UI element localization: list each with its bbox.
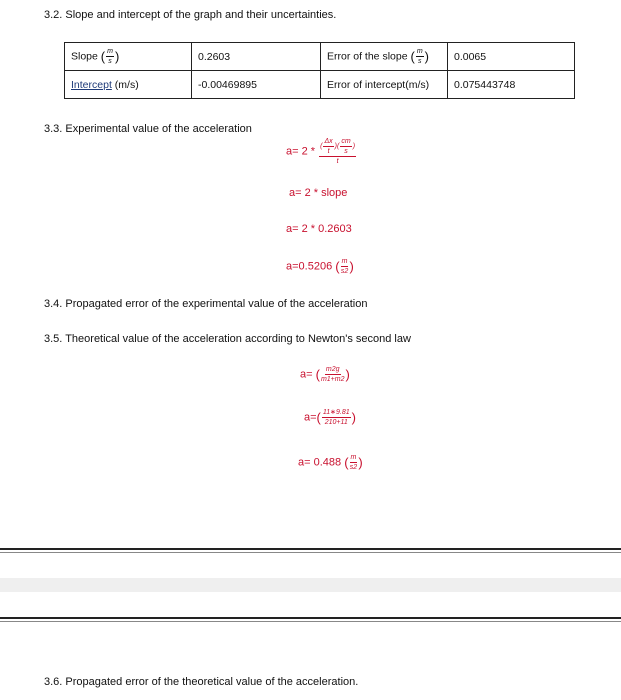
page-break-line-top-2 [0,552,621,553]
section-3-5-heading: 3.5. Theoretical value of the acceleration according to Newton's second law [44,333,411,345]
paren-open: ( [344,455,349,470]
eq-prefix: a= 0.488 [298,456,342,469]
section-3-2-heading: 3.2. Slope and intercept of the graph and their uncertainties. [44,9,337,21]
eq-fraction [321,366,345,383]
s: s [344,148,348,155]
eq-prefix: a= [304,411,317,424]
section-3-6-heading: 3.6. Propagated error of the theoretical value of the acceleration. [44,676,359,688]
cm: cm [341,138,351,145]
t: t [327,148,330,155]
page-break-line-bottom [0,617,621,619]
paren-close: ) [351,410,356,425]
slope-label-cell [65,43,192,71]
unit-den: s [417,58,422,65]
section-3-3-heading: 3.3. Experimental value of the acceleration [44,123,252,135]
intercept-label: Intercept [71,78,112,91]
section-3-4-heading: 3.4. Propagated error of the experimental value of the acceleration [44,298,368,310]
paren-close: ) [349,259,354,274]
cm-over-s [340,138,351,155]
eq-prefix: a= 2 * [286,145,316,158]
slope-label: Slope [71,50,98,63]
eq-numerator: ( $\frac{\Delta x}{t}$ )( $\frac{cm}{s}$ ) [320,138,356,155]
unit-den: s2 [349,464,358,471]
eq-numerator: 11∗9.81 [322,409,350,416]
unit-fraction [341,258,349,275]
slope-intercept-table [64,42,575,99]
paren-open: ( [316,410,321,425]
unit-num: m [416,48,423,55]
slope-error-unit [416,48,424,65]
paren-close: ) [358,455,363,470]
slope-value-cell: 0.2603 [192,43,321,71]
paren-open: ( [315,367,320,382]
paren-close: ) [424,49,429,64]
slope-error-value-cell: 0.0065 [448,43,575,71]
eq-prefix: a=0.5206 [286,260,333,273]
intercept-error-value-cell: 0.075443748 [448,71,575,99]
slope-error-label-cell [321,43,448,71]
table-row [65,71,575,99]
page-break-line-bottom-2 [0,621,621,622]
slope-unit [106,48,114,65]
eq-denominator: m1+m2 [320,376,345,383]
eq-fraction [322,409,351,426]
dx-over-t [323,138,333,155]
theo-accel-eq2 [304,409,356,426]
exp-accel-eq3: a= 2 * 0.2603 [286,223,352,235]
intercept-label-cell [65,71,192,99]
unit-num: m [341,258,348,265]
unit-den: s2 [340,268,349,275]
unit-num: m [350,454,357,461]
eq-fraction [319,138,356,165]
exp-accel-eq2: a= 2 * slope [289,187,348,199]
exp-accel-eq1 [286,138,357,165]
paren-close: ) [114,49,120,64]
table-row [65,43,575,71]
exp-accel-eq4 [286,258,354,275]
eq-denominator: t [336,158,339,165]
dx: Δx [324,138,333,145]
page-break-line-top [0,548,621,550]
intercept-unit: (m/s) [114,78,139,91]
eq-numerator: m2g [325,366,340,373]
theo-accel-eq3 [298,454,363,471]
unit-num: m [107,48,113,55]
paren-open: ( [100,49,106,64]
intercept-value-cell: -0.00469895 [192,71,321,99]
paren-open: ( [410,49,415,64]
theo-accel-eq1 [300,366,350,383]
unit-den: s [108,58,112,65]
paren-close: ) [345,367,350,382]
page-gap-band [0,578,621,592]
intercept-error-label-cell: Error of intercept(m/s) [321,71,448,99]
slope-error-label: Error of the slope [327,50,408,63]
unit-fraction [350,454,358,471]
eq-prefix: a= [300,368,313,381]
eq-denominator: 210+11 [324,419,348,426]
paren-open: ( [335,259,340,274]
